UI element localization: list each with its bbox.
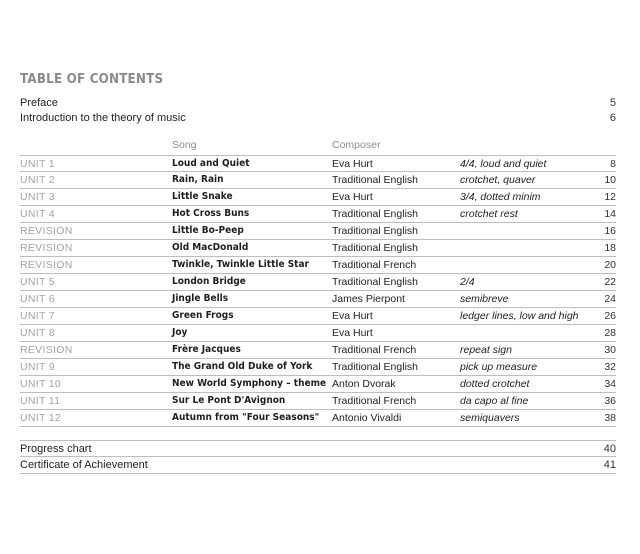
page-number: 8 <box>610 158 616 170</box>
unit-label: UNIT 6 <box>20 293 55 305</box>
song-title: Loud and Quiet <box>172 158 250 169</box>
song-title: Rain, Rain <box>172 174 224 185</box>
song-title: New World Symphony – theme <box>172 378 327 389</box>
unit-label: UNIT 8 <box>20 327 55 339</box>
song-title: Hot Cross Buns <box>172 208 250 219</box>
song-title: The Grand Old Duke of York <box>172 361 313 372</box>
topic-note: 3/4, dotted minim <box>460 191 541 203</box>
unit-label: REVISION <box>20 344 73 356</box>
topic-note: crotchet, quaver <box>460 174 536 186</box>
page-title: TABLE OF CONTENTS <box>20 72 164 87</box>
composer-name: Traditional English <box>332 242 418 254</box>
table-row[interactable] <box>20 257 616 274</box>
composer-name: Traditional French <box>332 259 417 271</box>
composer-name: Traditional English <box>332 276 418 288</box>
song-title: Frère Jacques <box>172 344 241 355</box>
composer-name: Traditional French <box>332 395 417 407</box>
page-number: 18 <box>604 242 616 254</box>
composer-name: Anton Dvorak <box>332 378 396 390</box>
composer-name: Traditional English <box>332 225 418 237</box>
composer-column-header: Composer <box>332 139 381 151</box>
front-matter-label: Introduction to the theory of music <box>20 112 186 124</box>
table-row[interactable] <box>20 308 616 325</box>
table-row[interactable] <box>20 325 616 342</box>
table-row[interactable] <box>20 155 616 172</box>
unit-label: UNIT 3 <box>20 191 55 203</box>
unit-label: UNIT 10 <box>20 378 62 390</box>
page-number: 30 <box>604 344 616 356</box>
page-number: 26 <box>604 310 616 322</box>
composer-name: Eva Hurt <box>332 310 373 322</box>
topic-note: ledger lines, low and high <box>460 310 579 322</box>
unit-label: REVISION <box>20 225 73 237</box>
page-number: 36 <box>604 395 616 407</box>
composer-name: Eva Hurt <box>332 158 373 170</box>
page-number: 10 <box>604 174 616 186</box>
song-title: Green Frogs <box>172 310 234 321</box>
song-title: Twinkle, Twinkle Little Star <box>172 259 309 270</box>
page-number: 22 <box>604 276 616 288</box>
composer-name: Traditional English <box>332 174 418 186</box>
page-number: 20 <box>604 259 616 271</box>
back-matter-row[interactable] <box>20 440 616 457</box>
unit-label: UNIT 7 <box>20 310 55 322</box>
composer-name: Traditional English <box>332 361 418 373</box>
table-row[interactable] <box>20 291 616 308</box>
unit-label: UNIT 12 <box>20 412 62 424</box>
table-row[interactable] <box>20 376 616 393</box>
toc-page <box>20 0 616 554</box>
unit-label: UNIT 11 <box>20 395 61 407</box>
front-matter-row[interactable] <box>20 111 616 125</box>
composer-name: Eva Hurt <box>332 191 373 203</box>
page-number: 24 <box>604 293 616 305</box>
table-row[interactable] <box>20 274 616 291</box>
table-row[interactable] <box>20 410 616 427</box>
song-column-header: Song <box>172 139 197 151</box>
topic-note: semibreve <box>460 293 509 305</box>
topic-note: pick up measure <box>460 361 538 373</box>
table-row[interactable] <box>20 342 616 359</box>
topic-note: dotted crotchet <box>460 378 530 390</box>
topic-note: da capo al fine <box>460 395 529 407</box>
topic-note: 2/4 <box>460 276 475 288</box>
table-row[interactable] <box>20 206 616 223</box>
back-matter-label: Progress chart <box>20 443 92 455</box>
page-number: 32 <box>604 361 616 373</box>
unit-label: UNIT 5 <box>20 276 55 288</box>
unit-label: REVISION <box>20 242 73 254</box>
page-number: 12 <box>604 191 616 203</box>
back-matter-label: Certificate of Achievement <box>20 459 148 471</box>
song-title: Little Snake <box>172 191 233 202</box>
front-matter-page: 5 <box>609 97 616 109</box>
back-matter-page: 40 <box>603 443 616 455</box>
table-row[interactable] <box>20 172 616 189</box>
back-matter-page: 41 <box>603 459 616 471</box>
song-title: Little Bo-Peep <box>172 225 244 236</box>
contents-table <box>20 155 616 427</box>
unit-label: UNIT 1 <box>20 158 55 170</box>
composer-name: Traditional French <box>332 344 417 356</box>
song-title: Autumn from "Four Seasons" <box>172 412 320 423</box>
table-row[interactable] <box>20 359 616 376</box>
page-number: 14 <box>604 208 616 220</box>
topic-note: 4/4, loud and quiet <box>460 158 547 170</box>
front-matter-row[interactable] <box>20 96 616 110</box>
song-title: Jingle Bells <box>172 293 229 304</box>
table-row[interactable] <box>20 189 616 206</box>
unit-label: REVISION <box>20 259 73 271</box>
table-row[interactable] <box>20 223 616 240</box>
song-title: Old MacDonald <box>172 242 249 253</box>
composer-name: James Pierpont <box>332 293 405 305</box>
unit-label: UNIT 2 <box>20 174 55 186</box>
song-title: Sur Le Pont D'Avignon <box>172 395 286 406</box>
topic-note: repeat sign <box>460 344 512 356</box>
unit-label: UNIT 9 <box>20 361 55 373</box>
topic-note: semiquavers <box>460 412 520 424</box>
composer-name: Traditional English <box>332 208 418 220</box>
unit-label: UNIT 4 <box>20 208 55 220</box>
table-row[interactable] <box>20 240 616 257</box>
back-matter-row[interactable] <box>20 457 616 474</box>
page-number: 16 <box>604 225 616 237</box>
page-number: 38 <box>604 412 616 424</box>
front-matter-page: 6 <box>609 112 616 124</box>
front-matter-label: Preface <box>20 97 58 109</box>
song-title: London Bridge <box>172 276 246 287</box>
page-number: 28 <box>604 327 616 339</box>
song-title: Joy <box>172 327 188 338</box>
back-matter <box>20 440 616 474</box>
composer-name: Eva Hurt <box>332 327 373 339</box>
topic-note: crotchet rest <box>460 208 518 220</box>
page-number: 34 <box>604 378 616 390</box>
table-row[interactable] <box>20 393 616 410</box>
composer-name: Antonio Vivaldi <box>332 412 402 424</box>
